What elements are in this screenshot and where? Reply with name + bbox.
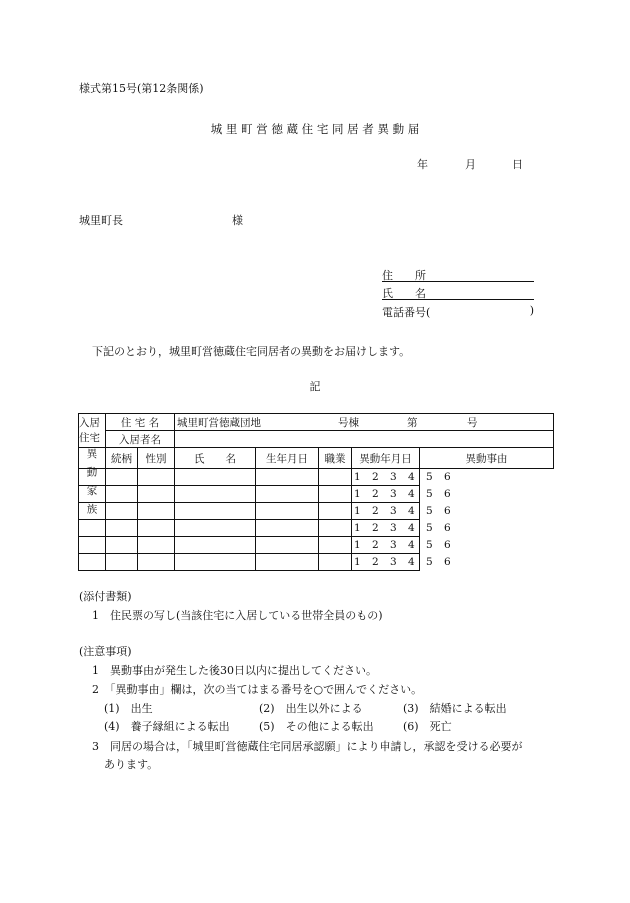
header-sex: 性別 (138, 448, 175, 469)
change-date-input[interactable] (319, 469, 352, 486)
reason-code[interactable]: 5 (426, 522, 433, 534)
reason-code[interactable]: 3 (390, 556, 397, 568)
family-row (79, 520, 554, 537)
header-birthdate: 生年月日 (256, 448, 319, 469)
header-change-date: 異動年月日 (352, 448, 420, 469)
reason-code[interactable]: 1 (354, 488, 361, 500)
reason-option-2: (2) 出生以外による (259, 702, 363, 715)
occupation-input[interactable] (256, 520, 319, 537)
family-row (79, 486, 554, 503)
reason-codes-cell[interactable] (352, 503, 451, 520)
reason-code[interactable]: 3 (390, 522, 397, 534)
reason-code[interactable]: 6 (444, 522, 451, 534)
date-year-label: 年 (417, 158, 428, 171)
note-item-1: 1 異動事由が発生した後30日以内に提出してください。 (92, 664, 377, 677)
attachments-heading: (添付書類) (79, 590, 132, 603)
reason-code[interactable]: 3 (390, 539, 397, 551)
phone-field[interactable] (382, 304, 534, 318)
sex-input[interactable] (106, 554, 138, 571)
reason-code[interactable]: 4 (408, 539, 415, 551)
reason-code[interactable]: 5 (426, 539, 433, 551)
reason-code[interactable]: 3 (390, 471, 397, 483)
relation-input[interactable] (79, 520, 106, 537)
name-field[interactable] (382, 285, 534, 300)
dai-label: 第 (407, 416, 418, 429)
page-title: 城 里 町 営 徳 蔵 住 宅 同 居 者 異 動 届 (210, 122, 420, 136)
birthdate-input[interactable] (175, 469, 256, 486)
reason-code[interactable]: 2 (372, 471, 379, 483)
reason-option-5: (5) その他による転出 (259, 720, 374, 733)
header-change-reason: 異動事由 (420, 448, 554, 469)
reason-code[interactable]: 5 (426, 556, 433, 568)
building-label: 号棟 (338, 416, 359, 429)
reason-code[interactable]: 2 (372, 539, 379, 551)
phone-close: ) (529, 304, 534, 317)
occupation-input[interactable] (256, 486, 319, 503)
reason-codes-cell[interactable] (352, 486, 451, 503)
reason-code[interactable]: 6 (444, 539, 451, 551)
change-form-table (78, 413, 554, 571)
resident-house-label: 入居 住宅 (79, 414, 106, 448)
birthdate-input[interactable] (175, 554, 256, 571)
reason-code[interactable]: 6 (444, 505, 451, 517)
reason-codes-cell[interactable] (352, 537, 451, 554)
family-name-input[interactable] (138, 554, 175, 571)
form-number: 様式第15号(第12条関係) (79, 82, 204, 95)
addressee-honorific: 様 (232, 214, 243, 227)
change-date-input[interactable] (319, 537, 352, 554)
notes-heading: (注意事項) (79, 645, 132, 658)
occupation-input[interactable] (256, 537, 319, 554)
family-row (79, 503, 554, 520)
occupation-input[interactable] (256, 554, 319, 571)
reason-code[interactable]: 5 (426, 505, 433, 517)
sex-input[interactable] (106, 537, 138, 554)
reason-option-6: (6) 死亡 (403, 720, 452, 733)
house-name-value: 城里町営徳蔵団地 (177, 416, 261, 429)
family-name-input[interactable] (138, 503, 175, 520)
date-day-label: 日 (512, 158, 523, 171)
reason-code[interactable]: 6 (444, 471, 451, 483)
reason-code[interactable]: 4 (408, 505, 415, 517)
reason-option-3: (3) 結婚による転出 (403, 702, 507, 715)
birthdate-input[interactable] (175, 503, 256, 520)
reason-code[interactable]: 2 (372, 522, 379, 534)
house-name-cell[interactable] (175, 414, 554, 431)
reason-codes-cell[interactable] (352, 520, 451, 537)
reason-code[interactable]: 5 (426, 471, 433, 483)
sex-input[interactable] (106, 469, 138, 486)
birthdate-input[interactable] (175, 537, 256, 554)
reason-option-1: (1) 出生 (104, 702, 153, 715)
reason-code[interactable]: 2 (372, 556, 379, 568)
reason-code[interactable]: 2 (372, 488, 379, 500)
go-label: 号 (467, 416, 478, 429)
family-name-input[interactable] (138, 537, 175, 554)
ki-label: 記 (309, 380, 321, 393)
phone-label: 電話番号( (382, 306, 431, 319)
reason-code[interactable]: 1 (354, 556, 361, 568)
reason-code[interactable]: 1 (354, 471, 361, 483)
reason-code[interactable]: 4 (408, 488, 415, 500)
family-row (79, 554, 554, 571)
intro-text: 下記のとおり，城里町営徳蔵住宅同居者の異動をお届けします。 (92, 345, 411, 358)
occupation-input[interactable] (256, 503, 319, 520)
address-label: 住 所 (382, 269, 426, 282)
family-row (79, 469, 554, 486)
family-name-input[interactable] (138, 486, 175, 503)
resident-name-input[interactable] (175, 431, 554, 448)
reason-codes-cell[interactable] (352, 469, 451, 486)
name-label: 氏 名 (382, 287, 426, 300)
note-item-3: 3 同居の場合は，「城里町営徳蔵住宅同居承認願」により申請し，承認を受ける必要が (92, 740, 523, 753)
reason-code[interactable]: 2 (372, 505, 379, 517)
reason-code[interactable]: 3 (390, 505, 397, 517)
reason-code[interactable]: 1 (354, 539, 361, 551)
reason-code[interactable]: 1 (354, 522, 361, 534)
sex-input[interactable] (106, 503, 138, 520)
header-occupation: 職業 (319, 448, 352, 469)
family-name-input[interactable] (138, 469, 175, 486)
family-change-label: 異動家族 (79, 448, 106, 469)
reason-code[interactable]: 4 (408, 471, 415, 483)
address-field[interactable] (382, 267, 534, 282)
reason-codes-cell[interactable] (352, 554, 451, 571)
change-date-input[interactable] (319, 554, 352, 571)
addressee-name: 城里町長 (79, 214, 123, 227)
change-date-input[interactable] (319, 520, 352, 537)
note-item-2: 2 「異動事由」欄は，次の当てはまる番号を○で囲んでください。 (92, 683, 423, 696)
reason-code[interactable]: 1 (354, 505, 361, 517)
sex-input[interactable] (106, 520, 138, 537)
reason-code[interactable]: 6 (444, 488, 451, 500)
family-row (79, 537, 554, 554)
reason-code[interactable]: 4 (408, 522, 415, 534)
change-date-input[interactable] (319, 503, 352, 520)
reason-code[interactable]: 3 (390, 488, 397, 500)
birthdate-input[interactable] (175, 520, 256, 537)
header-relation: 続柄 (106, 448, 138, 469)
reason-code[interactable]: 5 (426, 488, 433, 500)
house-name-label: 住 宅 名 (106, 414, 175, 431)
date-month-label: 月 (465, 158, 476, 171)
attachment-item-1: 1 住民票の写し(当該住宅に入居している世帯全員のもの) (92, 609, 383, 622)
change-date-input[interactable] (319, 486, 352, 503)
birthdate-input[interactable] (175, 486, 256, 503)
occupation-input[interactable] (256, 469, 319, 486)
reason-code[interactable]: 4 (408, 556, 415, 568)
reason-option-4: (4) 養子縁組による転出 (104, 720, 230, 733)
note-item-3-cont: あります。 (104, 758, 159, 771)
relation-input[interactable] (79, 537, 106, 554)
reason-code[interactable]: 6 (444, 556, 451, 568)
sex-input[interactable] (106, 486, 138, 503)
relation-input[interactable] (79, 554, 106, 571)
header-name: 氏 名 (175, 448, 256, 469)
resident-name-label: 入居者名 (106, 431, 175, 448)
family-name-input[interactable] (138, 520, 175, 537)
